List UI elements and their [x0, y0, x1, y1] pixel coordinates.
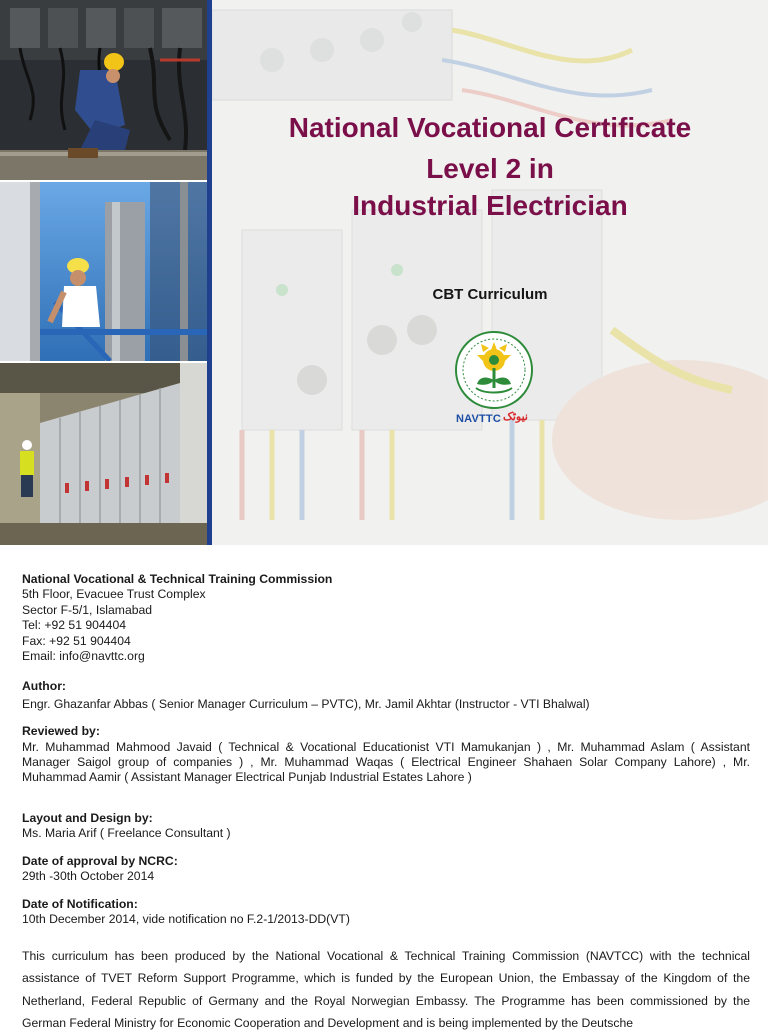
- approval-text: 29th -30th October 2014: [22, 869, 155, 884]
- notification-heading: Date of Notification:: [22, 896, 138, 911]
- photo-column: [0, 0, 207, 545]
- notification-text: 10th December 2014, vide notification no F.2-1/2013-DD(VT): [22, 911, 350, 926]
- cover-title-line-1: National Vocational Certificate: [288, 112, 692, 143]
- org-address-line-1: 5th Floor, Evacuee Trust Complex: [22, 587, 206, 602]
- layout-heading: Layout and Design by:: [22, 810, 153, 825]
- layout-text: Ms. Maria Arif ( Freelance Consultant ): [22, 826, 231, 841]
- author-text: Engr. Ghazanfar Abbas ( Senior Manager Curriculum – PVTC), Mr. Jamil Akhtar (Instructor - VTI Bhalwal): [22, 696, 590, 711]
- org-email: Email: info@navttc.org: [22, 649, 145, 664]
- cover-title-line-3: Industrial Electrician: [352, 190, 628, 221]
- photo-switchgear-room: [0, 363, 207, 545]
- org-tel: Tel: +92 51 904404: [22, 618, 127, 633]
- photo-electrician-kneeling: [0, 0, 207, 180]
- logo-urdu-text: نیوٹک: [503, 411, 528, 423]
- background-panel-image: [212, 0, 768, 545]
- cover-subtitle: CBT Curriculum: [432, 286, 548, 303]
- org-fax: Fax: +92 51 904404: [22, 633, 131, 648]
- approval-heading: Date of approval by NCRC:: [22, 853, 178, 868]
- reviewed-heading: Reviewed by:: [22, 724, 100, 739]
- body-paragraph: This curriculum has been produced by the National Vocational & Technical Training Commission (NAVTCC) with the technical assistance of TVET Reform Support Programme, which is funded by the European Union, the Embassay of the Kingdom of the Netherland, Federal Republic of Germany and the Royal Norwegian Embassy. The Programme has been commissioned by the German Federal Ministry for Economic Cooperation and Development and is being implemented by the Deutsche: [22, 949, 750, 1030]
- reviewed-text: Mr. Muhammad Mahmood Javaid ( Technical & Vocational Educationist VTI Mamukanjan ) , Mr. Muhammad Aslam ( Assistant Manager Saigol group of companies ) , Mr. Muhammad Waqas ( Electrical Engineer Shahaen Solar Company Lahore) , Mr. Muhammad Aamir ( Assistant Manager Electrical Punjab Industrial Estates Lahore ): [22, 739, 750, 785]
- author-heading: Author:: [22, 679, 66, 694]
- logo-navttc-text: NAVTTC: [456, 413, 501, 425]
- cover-title-line-2: Level 2 in: [426, 153, 554, 184]
- org-address-line-2: Sector F-5/1, Islamabad: [22, 602, 153, 617]
- photo-electrician-on-lift: [0, 182, 207, 361]
- org-name: National Vocational & Technical Training Commission: [22, 572, 333, 586]
- info-block: [22, 572, 750, 927]
